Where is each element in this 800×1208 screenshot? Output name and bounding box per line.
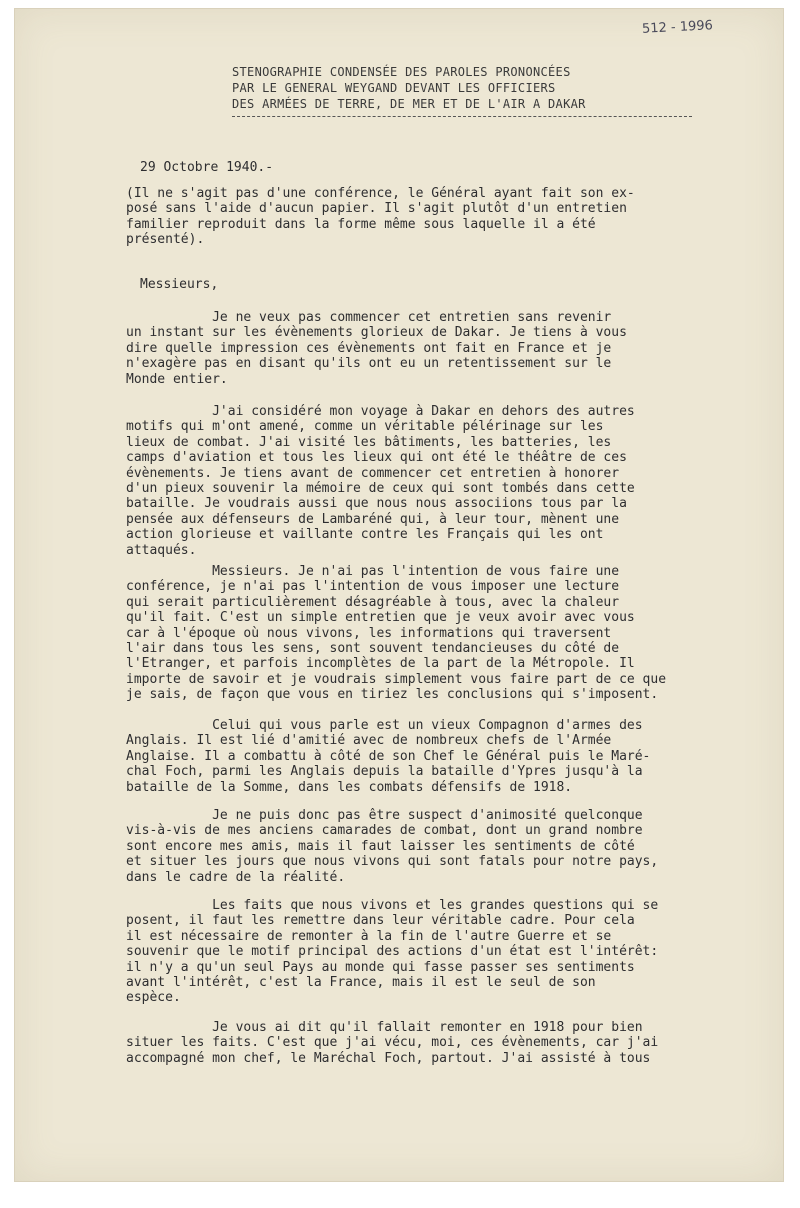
document-date: 29 Octobre 1940.-	[140, 160, 274, 175]
text-line: il est nécessaire de remonter à la fin de l'autre Guerre et se	[126, 928, 612, 944]
paragraph-1	[126, 310, 762, 387]
text-line: situer les faits. C'est que j'ai vécu, moi, ces évènements, car j'ai	[126, 1035, 659, 1051]
paragraph-6	[126, 898, 762, 1006]
text-line: camps d'aviation et tous les lieux qui ont été le théâtre de ces	[126, 450, 627, 466]
text-line: Anglais. Il est lié d'amitié avec de nombreux chefs de l'Armée	[126, 733, 612, 749]
text-line: Monde entier.	[126, 371, 228, 387]
text-line: bataille. Je voudrais aussi que nous nous associions tous par la	[126, 496, 627, 512]
text-line: motifs qui m'ont amené, comme un véritable pélérinage sur les	[126, 419, 604, 435]
note-line: familier reproduit dans la forme même sous laquelle il a été	[126, 216, 596, 232]
text-line: l'Etranger, et parfois incomplètes de la part de la Métropole. Il	[126, 656, 635, 672]
text-line: qui serait particulièrement désagréable à tous, avec la chaleur	[126, 594, 620, 610]
paragraph-2	[126, 404, 762, 558]
text-line: il n'y a qu'un seul Pays au monde qui fasse passer ses sentiments	[126, 959, 635, 975]
title-underline	[232, 116, 692, 117]
text-line: et situer les jours que nous vivons qui sont fatals pour notre pays,	[126, 854, 659, 870]
text-line: souvenir que le motif principal des actions d'un état est l'intérêt:	[126, 944, 659, 960]
text-line: sont encore mes amis, mais il faut laisser les sentiments de côté	[126, 838, 635, 854]
paragraph-5	[126, 808, 762, 885]
text-line: Je ne puis donc pas être suspect d'animosité quelconque	[126, 808, 643, 823]
text-line: je sais, de façon que vous en tiriez les conclusions qui s'imposent.	[126, 687, 659, 703]
text-line: d'un pieux souvenir la mémoire de ceux qui sont tombés dans cette	[126, 481, 635, 497]
text-line: accompagné mon chef, le Maréchal Foch, partout. J'ai assisté à tous	[126, 1050, 651, 1066]
text-line: dire quelle impression ces évènements ont fait en France et je	[126, 340, 612, 356]
paragraph-4	[126, 718, 762, 795]
archive-number: 512 - 1996	[641, 18, 714, 37]
text-line: J'ai considéré mon voyage à Dakar en dehors des autres	[126, 404, 635, 419]
title-line-1: STENOGRAPHIE CONDENSÉE DES PAROLES PRONONCÉES	[232, 65, 571, 79]
text-line: Anglaise. Il a combattu à côté de son Chef le Général puis le Maré-	[126, 748, 651, 764]
text-line: bataille de la Somme, dans les combats défensifs de 1918.	[126, 779, 573, 795]
salutation: Messieurs,	[140, 277, 219, 292]
text-line: Je vous ai dit qu'il fallait remonter en 1918 pour bien	[126, 1020, 643, 1035]
text-line: évènements. Je tiens avant de commencer cet entretien à honorer	[126, 465, 620, 481]
text-line: chal Foch, parmi les Anglais depuis la bataille d'Ypres jusqu'à la	[126, 764, 643, 780]
paragraph-7	[126, 1020, 762, 1066]
text-line: lieux de combat. J'ai visité les bâtiments, les batteries, les	[126, 434, 612, 450]
text-line: dans le cadre de la réalité.	[126, 869, 346, 885]
text-line: pensée aux défenseurs de Lambaréné qui, à leur tour, mènent une	[126, 511, 620, 527]
note-line: présenté).	[126, 232, 205, 248]
text-line: Messieurs. Je n'ai pas l'intention de vous faire une	[126, 564, 620, 579]
note-line: posé sans l'aide d'aucun papier. Il s'agit plutôt d'un entretien	[126, 201, 627, 217]
text-line: attaqués.	[126, 542, 197, 558]
text-line: un instant sur les évènements glorieux de Dakar. Je tiens à vous	[126, 325, 627, 341]
text-line: Celui qui vous parle est un vieux Compagnon d'armes des	[126, 718, 643, 733]
text-line: l'air dans tous les sens, sont souvent tendancieuses du côté de	[126, 641, 620, 657]
paragraph-3	[126, 564, 762, 703]
title-line-3: DES ARMÉES DE TERRE, DE MER ET DE L'AIR A DAKAR	[232, 97, 586, 111]
text-line: importe de savoir et je voudrais simplement vous faire part de ce que	[126, 671, 667, 687]
text-line: vis-à-vis de mes anciens camarades de combat, dont un grand nombre	[126, 823, 643, 839]
editorial-note	[126, 186, 762, 248]
text-line: Les faits que nous vivons et les grandes questions qui se	[126, 898, 659, 913]
text-line: qu'il fait. C'est un simple entretien que je veux avoir avec vous	[126, 610, 635, 626]
note-line: (Il ne s'agit pas d'une conférence, le Général ayant fait son ex-	[126, 186, 635, 201]
text-line: espèce.	[126, 990, 181, 1006]
title-line-2: PAR LE GENERAL WEYGAND DEVANT LES OFFICIERS	[232, 81, 556, 95]
text-line: conférence, je n'ai pas l'intention de vous imposer une lecture	[126, 579, 620, 595]
text-line: Je ne veux pas commencer cet entretien sans revenir	[126, 310, 612, 325]
text-line: n'exagère pas en disant qu'ils ont eu un retentissement sur le	[126, 356, 612, 372]
document-title	[232, 64, 712, 112]
text-line: car à l'époque où nous vivons, les informations qui traversent	[126, 625, 612, 641]
text-line: posent, il faut les remettre dans leur véritable cadre. Pour cela	[126, 913, 635, 929]
text-line: action glorieuse et vaillante contre les Français qui les ont	[126, 527, 604, 543]
text-line: avant l'intérêt, c'est la France, mais il est le seul de son	[126, 975, 596, 991]
